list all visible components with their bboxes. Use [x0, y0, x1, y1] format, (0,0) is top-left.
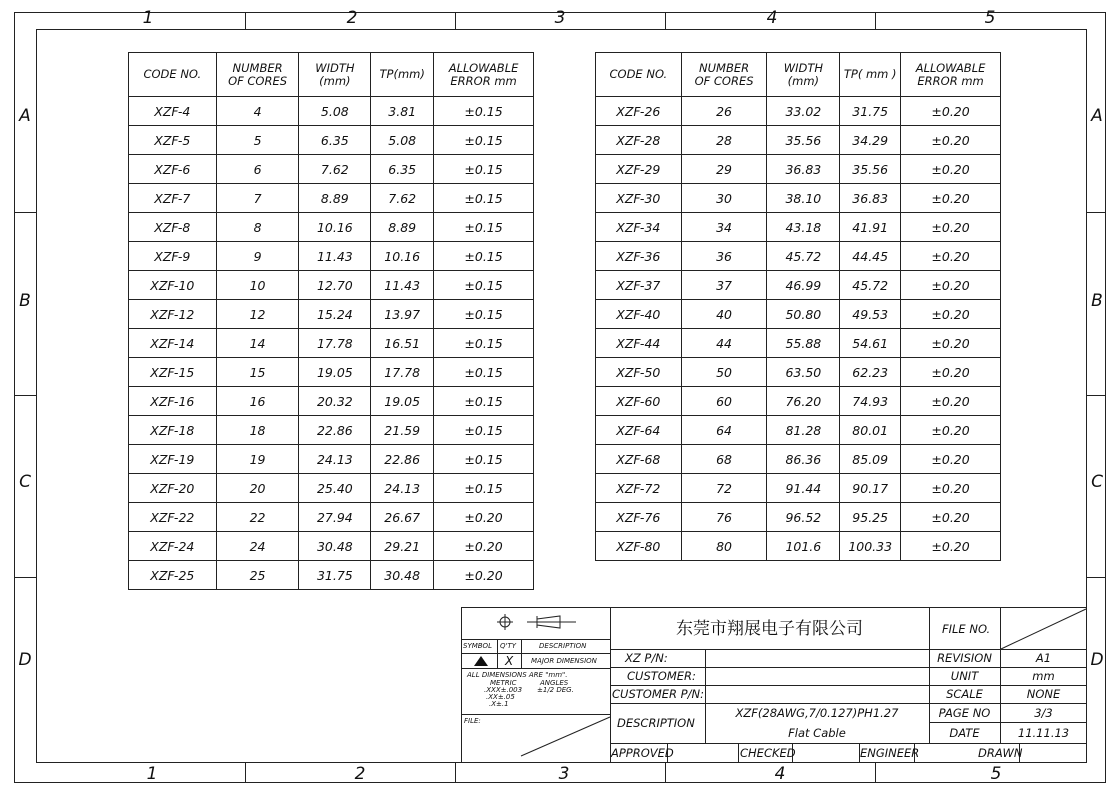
cell-number-of-cores: 80: [681, 532, 767, 561]
table-row: [596, 416, 1001, 445]
cell-number-of-cores: 44: [681, 329, 767, 358]
cell-allowable-error: ±0.15: [434, 242, 534, 271]
header-tp: TP( mm ): [840, 53, 901, 97]
cell-width: 36.83: [767, 155, 840, 184]
zone-divider: [14, 212, 36, 213]
cell-code-no: XZF-36: [596, 242, 682, 271]
cell-allowable-error: ±0.20: [901, 97, 1001, 126]
cell-tp: 22.86: [371, 445, 434, 474]
zone-col-label: 3: [554, 8, 566, 28]
zone-row-label: C: [19, 472, 31, 492]
cell-allowable-error: ±0.20: [901, 126, 1001, 155]
zone-row-label: B: [1091, 291, 1103, 311]
table-row: [129, 242, 534, 271]
page-no-label: PAGE NO: [938, 706, 991, 720]
revision-label: REVISION: [937, 651, 992, 665]
cell-width: 91.44: [767, 474, 840, 503]
cell-code-no: XZF-20: [129, 474, 217, 503]
cell-tp: 13.97: [371, 300, 434, 329]
cell-width: 24.13: [299, 445, 371, 474]
zone-col-label: 3: [558, 764, 570, 784]
cell-tp: 26.67: [371, 503, 434, 532]
cell-tp: 80.01: [840, 416, 901, 445]
zone-divider: [1087, 395, 1106, 396]
zone-divider: [245, 763, 246, 783]
cell-allowable-error: ±0.20: [434, 561, 534, 590]
cell-number-of-cores: 9: [216, 242, 299, 271]
revision-value: A1: [1035, 651, 1052, 665]
cell-tp: 7.62: [371, 184, 434, 213]
zone-divider: [665, 12, 666, 29]
description-header: DESCRIPTION: [539, 642, 587, 650]
cell-number-of-cores: 76: [681, 503, 767, 532]
angles-label: ANGLES: [540, 679, 569, 687]
spec-table-right: [595, 52, 1001, 561]
cell-number-of-cores: 68: [681, 445, 767, 474]
table-row: [129, 126, 534, 155]
cell-number-of-cores: 15: [216, 358, 299, 387]
cell-code-no: XZF-40: [596, 300, 682, 329]
major-dimension: MAJOR DIMENSION: [531, 657, 597, 665]
cell-tp: 62.23: [840, 358, 901, 387]
cell-code-no: XZF-4: [129, 97, 217, 126]
cell-code-no: XZF-7: [129, 184, 217, 213]
cell-width: 8.89: [299, 184, 371, 213]
cell-tp: 8.89: [371, 213, 434, 242]
table-row: [596, 184, 1001, 213]
cell-tp: 19.05: [371, 387, 434, 416]
table-row: [129, 97, 534, 126]
qty-value: X: [505, 654, 514, 668]
table-row: [129, 503, 534, 532]
cell-number-of-cores: 37: [681, 271, 767, 300]
tolerance-2: .XX±.05: [486, 693, 515, 701]
zone-row-label: C: [1091, 472, 1103, 492]
cell-tp: 49.53: [840, 300, 901, 329]
cell-tp: 11.43: [371, 271, 434, 300]
table-row: [596, 445, 1001, 474]
cell-tp: 21.59: [371, 416, 434, 445]
header-number-of-cores: NUMBER OF CORES: [216, 53, 299, 97]
table-row: [129, 155, 534, 184]
cell-code-no: XZF-25: [129, 561, 217, 590]
cell-tp: 100.33: [840, 532, 901, 561]
table-row: [129, 329, 534, 358]
cell-allowable-error: ±0.20: [901, 445, 1001, 474]
cell-width: 22.86: [299, 416, 371, 445]
cell-allowable-error: ±0.20: [901, 271, 1001, 300]
cell-number-of-cores: 25: [216, 561, 299, 590]
cell-allowable-error: ±0.15: [434, 445, 534, 474]
cell-code-no: XZF-16: [129, 387, 217, 416]
header-tp: TP(mm): [371, 53, 434, 97]
cell-number-of-cores: 30: [681, 184, 767, 213]
cell-tp: 24.13: [371, 474, 434, 503]
cell-number-of-cores: 29: [681, 155, 767, 184]
cell-allowable-error: ±0.20: [901, 242, 1001, 271]
cell-code-no: XZF-50: [596, 358, 682, 387]
cell-allowable-error: ±0.20: [901, 532, 1001, 561]
cell-code-no: XZF-29: [596, 155, 682, 184]
cell-tp: 31.75: [840, 97, 901, 126]
cell-width: 30.48: [299, 532, 371, 561]
header-allowable-error: ALLOWABLE ERROR mm: [901, 53, 1001, 97]
cell-tp: 45.72: [840, 271, 901, 300]
cell-tp: 34.29: [840, 126, 901, 155]
cell-code-no: XZF-26: [596, 97, 682, 126]
qty-label: Q'TY: [500, 642, 516, 650]
table-row: [596, 213, 1001, 242]
cell-allowable-error: ±0.15: [434, 358, 534, 387]
cell-code-no: XZF-22: [129, 503, 217, 532]
cell-code-no: XZF-60: [596, 387, 682, 416]
table-row: [596, 271, 1001, 300]
cell-number-of-cores: 40: [681, 300, 767, 329]
cell-code-no: XZF-34: [596, 213, 682, 242]
zone-col-label: 4: [774, 764, 786, 784]
table-row: [596, 242, 1001, 271]
cell-code-no: XZF-19: [129, 445, 217, 474]
cell-width: 6.35: [299, 126, 371, 155]
cell-tp: 5.08: [371, 126, 434, 155]
triangle-symbol-icon: [473, 655, 489, 667]
table-row: [129, 474, 534, 503]
cell-code-no: XZF-18: [129, 416, 217, 445]
cell-width: 43.18: [767, 213, 840, 242]
cell-tp: 90.17: [840, 474, 901, 503]
engineer-label: ENGINEER: [860, 746, 920, 760]
cell-tp: 17.78: [371, 358, 434, 387]
zone-divider: [665, 763, 666, 783]
table-row: [596, 503, 1001, 532]
xz-pn-label: XZ P/N:: [625, 651, 668, 665]
zone-col-label: 2: [354, 764, 366, 784]
zone-col-label: 5: [990, 764, 1002, 784]
unit-value: mm: [1032, 669, 1055, 683]
cell-width: 20.32: [299, 387, 371, 416]
cell-width: 50.80: [767, 300, 840, 329]
zone-col-label: 5: [984, 8, 996, 28]
cell-allowable-error: ±0.15: [434, 271, 534, 300]
file-label: FILE:: [464, 717, 481, 725]
cell-tp: 3.81: [371, 97, 434, 126]
zone-row-label: A: [1091, 106, 1103, 126]
cell-width: 15.24: [299, 300, 371, 329]
cell-number-of-cores: 10: [216, 271, 299, 300]
cell-number-of-cores: 20: [216, 474, 299, 503]
zone-col-label: 1: [146, 764, 158, 784]
cell-tp: 74.93: [840, 387, 901, 416]
cell-width: 101.6: [767, 532, 840, 561]
cell-tp: 44.45: [840, 242, 901, 271]
cell-number-of-cores: 36: [681, 242, 767, 271]
cell-tp: 95.25: [840, 503, 901, 532]
cell-allowable-error: ±0.15: [434, 474, 534, 503]
cell-number-of-cores: 6: [216, 155, 299, 184]
cell-width: 96.52: [767, 503, 840, 532]
cell-code-no: XZF-5: [129, 126, 217, 155]
unit-label: UNIT: [950, 669, 979, 683]
cell-number-of-cores: 18: [216, 416, 299, 445]
cell-number-of-cores: 16: [216, 387, 299, 416]
table-row: [129, 300, 534, 329]
description-line-1: XZF(28AWG,7/0.127)PH1.27: [735, 706, 899, 720]
cell-code-no: XZF-6: [129, 155, 217, 184]
cell-allowable-error: ±0.20: [434, 503, 534, 532]
zone-divider: [875, 763, 876, 783]
zone-row-label: D: [18, 650, 32, 670]
all-dimensions-note: ALL DIMENSIONS ARE "mm".: [467, 671, 568, 679]
projection-symbol-icon: [461, 607, 610, 639]
cell-allowable-error: ±0.20: [901, 213, 1001, 242]
cell-width: 33.02: [767, 97, 840, 126]
checked-label: CHECKED: [740, 746, 796, 760]
cell-code-no: XZF-24: [129, 532, 217, 561]
page-no-value: 3/3: [1034, 706, 1053, 720]
zone-col-label: 1: [142, 8, 154, 28]
file-no-label: FILE NO.: [942, 622, 991, 636]
zone-divider: [245, 12, 246, 29]
cell-tp: 85.09: [840, 445, 901, 474]
cell-number-of-cores: 19: [216, 445, 299, 474]
cell-tp: 35.56: [840, 155, 901, 184]
header-code-no: CODE NO.: [596, 53, 682, 97]
cell-width: 27.94: [299, 503, 371, 532]
cell-width: 81.28: [767, 416, 840, 445]
table-row: [129, 358, 534, 387]
table-row: [129, 213, 534, 242]
cell-width: 17.78: [299, 329, 371, 358]
cell-number-of-cores: 8: [216, 213, 299, 242]
cell-allowable-error: ±0.15: [434, 416, 534, 445]
cell-number-of-cores: 50: [681, 358, 767, 387]
zone-divider: [14, 577, 36, 578]
cell-allowable-error: ±0.20: [901, 155, 1001, 184]
cell-width: 45.72: [767, 242, 840, 271]
cell-allowable-error: ±0.15: [434, 300, 534, 329]
table-row: [129, 561, 534, 590]
company-name: 东莞市翔展电子有限公司: [676, 619, 863, 639]
zone-row-label: B: [19, 291, 31, 311]
cell-tp: 41.91: [840, 213, 901, 242]
cell-width: 12.70: [299, 271, 371, 300]
cell-width: 31.75: [299, 561, 371, 590]
cell-allowable-error: ±0.20: [901, 387, 1001, 416]
cell-code-no: XZF-76: [596, 503, 682, 532]
table-row: [129, 416, 534, 445]
zone-col-label: 2: [346, 8, 358, 28]
cell-code-no: XZF-9: [129, 242, 217, 271]
cell-allowable-error: ±0.20: [434, 532, 534, 561]
zone-col-label: 4: [766, 8, 778, 28]
cell-number-of-cores: 5: [216, 126, 299, 155]
cell-number-of-cores: 26: [681, 97, 767, 126]
cell-allowable-error: ±0.20: [901, 329, 1001, 358]
header-width: WIDTH (mm): [299, 53, 371, 97]
header-code-no: CODE NO.: [129, 53, 217, 97]
zone-divider: [875, 12, 876, 29]
cell-tp: 36.83: [840, 184, 901, 213]
cell-width: 46.99: [767, 271, 840, 300]
header-allowable-error: ALLOWABLE ERROR mm: [434, 53, 534, 97]
cell-allowable-error: ±0.20: [901, 503, 1001, 532]
cell-width: 86.36: [767, 445, 840, 474]
date-label: DATE: [949, 726, 980, 740]
cell-width: 55.88: [767, 329, 840, 358]
cell-allowable-error: ±0.20: [901, 416, 1001, 445]
cell-width: 76.20: [767, 387, 840, 416]
cell-code-no: XZF-44: [596, 329, 682, 358]
cell-number-of-cores: 72: [681, 474, 767, 503]
cell-code-no: XZF-80: [596, 532, 682, 561]
header-width: WIDTH (mm): [767, 53, 840, 97]
table-row: [596, 387, 1001, 416]
cell-code-no: XZF-10: [129, 271, 217, 300]
zone-row-label: A: [19, 106, 31, 126]
cell-code-no: XZF-37: [596, 271, 682, 300]
table-row: [596, 358, 1001, 387]
scale-value: NONE: [1026, 687, 1061, 701]
cell-number-of-cores: 64: [681, 416, 767, 445]
symbol-label: SYMBOL: [463, 642, 492, 650]
cell-allowable-error: ±0.20: [901, 184, 1001, 213]
cell-tp: 30.48: [371, 561, 434, 590]
table-row: [596, 97, 1001, 126]
cell-width: 5.08: [299, 97, 371, 126]
tolerance-3: .XXX±.003: [484, 686, 523, 694]
cell-number-of-cores: 24: [216, 532, 299, 561]
cell-width: 7.62: [299, 155, 371, 184]
table-row: [596, 126, 1001, 155]
cell-code-no: XZF-68: [596, 445, 682, 474]
cell-allowable-error: ±0.15: [434, 329, 534, 358]
cell-code-no: XZF-28: [596, 126, 682, 155]
cell-code-no: XZF-30: [596, 184, 682, 213]
description-label: DESCRIPTION: [617, 716, 695, 730]
zone-divider: [455, 763, 456, 783]
cell-code-no: XZF-72: [596, 474, 682, 503]
cell-width: 35.56: [767, 126, 840, 155]
drawn-label: DRAWN: [978, 746, 1023, 760]
table-row: [129, 387, 534, 416]
zone-divider: [1087, 212, 1106, 213]
table-row: [129, 184, 534, 213]
cell-allowable-error: ±0.15: [434, 213, 534, 242]
cell-allowable-error: ±0.20: [901, 358, 1001, 387]
angle-tolerance: ±1/2 DEG.: [537, 686, 574, 694]
cell-width: 19.05: [299, 358, 371, 387]
tolerance-1: .X±.1: [489, 700, 509, 708]
cell-allowable-error: ±0.20: [901, 300, 1001, 329]
cell-width: 25.40: [299, 474, 371, 503]
cell-tp: 29.21: [371, 532, 434, 561]
approved-label: APPROVED: [611, 746, 674, 760]
table-row: [596, 532, 1001, 561]
cell-width: 38.10: [767, 184, 840, 213]
cell-number-of-cores: 22: [216, 503, 299, 532]
customer-label: CUSTOMER:: [627, 669, 696, 683]
zone-row-label: D: [1090, 650, 1104, 670]
zone-divider: [14, 395, 36, 396]
table-row: [129, 445, 534, 474]
header-number-of-cores: NUMBER OF CORES: [681, 53, 767, 97]
date-value: 11.11.13: [1017, 726, 1070, 740]
cell-tp: 16.51: [371, 329, 434, 358]
cell-allowable-error: ±0.15: [434, 184, 534, 213]
spec-table-left: [128, 52, 534, 590]
customer-pn-label: CUSTOMER P/N:: [612, 687, 704, 701]
cell-allowable-error: ±0.15: [434, 387, 534, 416]
cell-code-no: XZF-64: [596, 416, 682, 445]
cell-number-of-cores: 12: [216, 300, 299, 329]
cell-number-of-cores: 14: [216, 329, 299, 358]
cell-code-no: XZF-8: [129, 213, 217, 242]
cell-width: 10.16: [299, 213, 371, 242]
cell-tp: 54.61: [840, 329, 901, 358]
cell-width: 11.43: [299, 242, 371, 271]
table-row: [596, 474, 1001, 503]
cell-code-no: XZF-14: [129, 329, 217, 358]
table-row: [596, 329, 1001, 358]
cell-width: 63.50: [767, 358, 840, 387]
cell-tp: 6.35: [371, 155, 434, 184]
cell-number-of-cores: 7: [216, 184, 299, 213]
cell-number-of-cores: 60: [681, 387, 767, 416]
cell-code-no: XZF-12: [129, 300, 217, 329]
cell-tp: 10.16: [371, 242, 434, 271]
cell-code-no: XZF-15: [129, 358, 217, 387]
cell-number-of-cores: 34: [681, 213, 767, 242]
table-row: [596, 155, 1001, 184]
table-row: [596, 300, 1001, 329]
zone-divider: [455, 12, 456, 29]
table-row: [129, 271, 534, 300]
zone-divider: [1087, 577, 1106, 578]
cell-number-of-cores: 28: [681, 126, 767, 155]
metric-label: METRIC: [490, 679, 517, 687]
cell-allowable-error: ±0.15: [434, 155, 534, 184]
cell-number-of-cores: 4: [216, 97, 299, 126]
cell-allowable-error: ±0.15: [434, 97, 534, 126]
cell-allowable-error: ±0.15: [434, 126, 534, 155]
description-line-2: Flat Cable: [788, 726, 846, 740]
table-row: [129, 532, 534, 561]
scale-label: SCALE: [946, 687, 983, 701]
cell-allowable-error: ±0.20: [901, 474, 1001, 503]
